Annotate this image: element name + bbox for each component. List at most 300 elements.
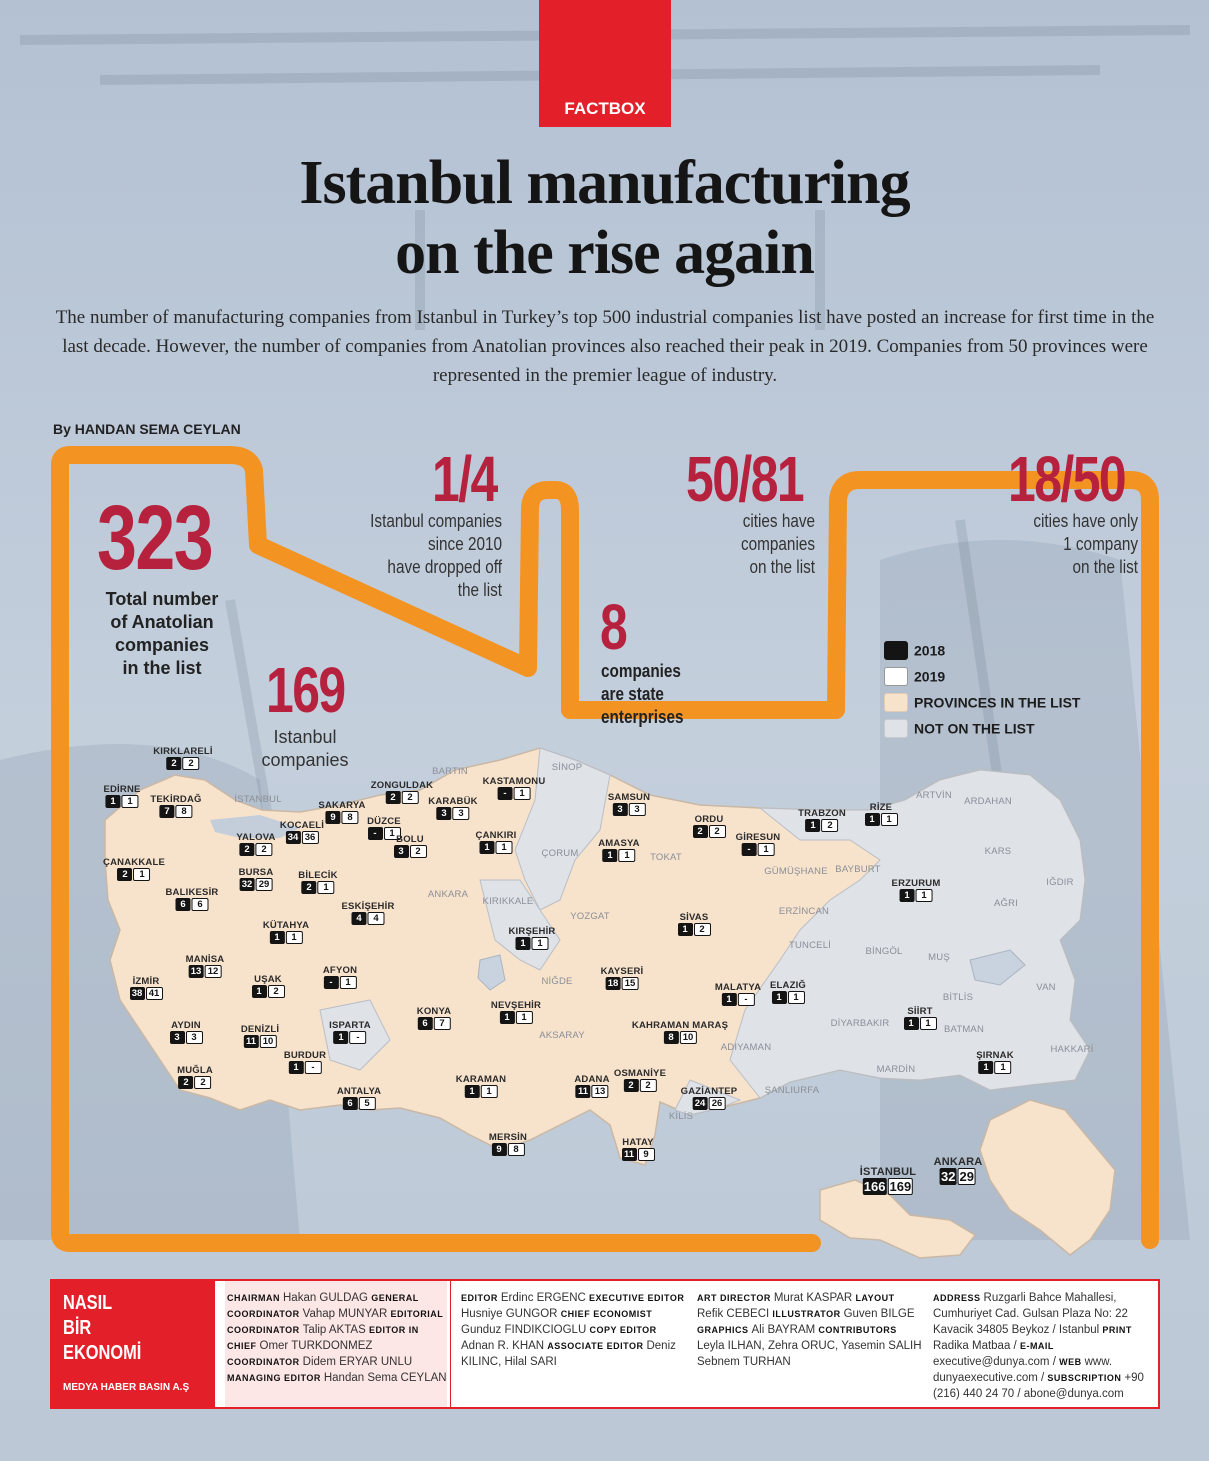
count-2019: 4 [367, 912, 384, 925]
masthead-entry: ADDRESS Ruzgarli Bahce Mahallesi, Cumhuriyet Cad. Gulsan Plaza No: 22 Kavacik 34805 Beykoz / Istanbul [933, 1292, 1128, 1336]
count-2018: 2 [693, 825, 708, 838]
count-2018: 1 [499, 1011, 514, 1024]
province-name: MUŞ [928, 952, 950, 963]
stat-dropped-value: 1/4 [432, 443, 497, 515]
count-2019: 1 [121, 795, 138, 808]
province-name: BİTLİS [942, 992, 974, 1003]
province-yozgat [570, 911, 610, 922]
province-name: BURSA [238, 867, 274, 878]
province-name: VAN [1036, 982, 1056, 993]
masthead-entry: CHIEF ECONOMIST Gunduz FINDIKCIOGLU [461, 1309, 653, 1336]
stat-anatolian-caption: Total number of Anatolian companies in the list [105, 589, 219, 678]
intro-paragraph: The number of manufacturing companies from Istanbul in Turkey’s top 500 industrial companies list have posted an increase for first time in the last decade. However, the number of companies from Anatolian provinces also reached their peak in 2019. Companies from 50 provinces were represented in the premier league of industry. [55, 307, 1155, 386]
count-2019: 8 [508, 1143, 525, 1156]
province-elaziğ [770, 980, 806, 1004]
province-i̇zmi̇r [129, 976, 163, 1000]
province-çankiri [476, 830, 517, 854]
province-name: RİZE [869, 802, 893, 813]
province-şanliurfa [765, 1085, 820, 1096]
brand-name: NASIL BİR EKONOMİ [63, 1292, 142, 1364]
count-2018: 2 [302, 881, 317, 894]
count-2019: 10 [680, 1031, 697, 1044]
province-name: KİLİS [668, 1111, 694, 1122]
count-2018: 2 [178, 1076, 193, 1089]
province-van [1036, 982, 1055, 993]
province-konya [417, 1006, 451, 1030]
count-2019: 7 [434, 1017, 451, 1030]
province-gi̇resun [736, 832, 781, 856]
province-name: IĞDIR [1046, 877, 1074, 888]
province-ri̇ze [864, 802, 898, 826]
masthead-entry: ASSOCIATE EDITOR Deniz KILINC, Hilal SARI [461, 1340, 676, 1368]
province-şirnak [976, 1050, 1014, 1074]
province-ankara [428, 889, 468, 900]
masthead-entry: EXECUTIVE EDITOR Husniye GUNGOR [461, 1293, 685, 1320]
province-ni̇ğde [541, 976, 572, 987]
count-2018: 11 [622, 1148, 637, 1161]
masthead-entry: ART DIRECTOR Murat KASPAR [697, 1292, 856, 1304]
count-2019: 2 [822, 819, 839, 832]
province-kayseri̇ [601, 966, 644, 990]
province-name: ŞIRNAK [976, 1050, 1014, 1061]
masthead-entry: GRAPHICS Ali BAYRAM [697, 1324, 819, 1336]
count-2019: 10 [260, 1035, 277, 1048]
province-di̇yarbakir [831, 1018, 890, 1029]
province-erzi̇ncan [779, 906, 829, 917]
province-name: KAHRAMAN MARAŞ [631, 1020, 729, 1031]
count-2019: 36 [302, 831, 319, 844]
count-2019: 1 [384, 827, 401, 840]
province-uşak [251, 974, 285, 998]
province-name: SİVAS [679, 912, 709, 923]
province-karaman [456, 1074, 506, 1098]
legend-2019: 2019 [884, 667, 945, 689]
masthead-col-4 [933, 1290, 1155, 1402]
province-balikesi̇r [166, 887, 219, 911]
count-2019: 3 [629, 803, 646, 816]
province-name: HAKKARİ [1050, 1044, 1094, 1055]
province-name: BARTIN [432, 766, 468, 777]
count-2019: 1 [495, 841, 512, 854]
count-2018: 6 [343, 1097, 358, 1110]
count-2019: 1 [514, 787, 531, 800]
masthead-entry: LAYOUT Refik CEBECI [697, 1293, 895, 1320]
count-2019: 8 [176, 805, 193, 818]
province-bartin [432, 766, 468, 777]
count-2018: - [742, 843, 757, 856]
province-mani̇sa [186, 954, 225, 978]
province-name: KASTAMONU [482, 776, 546, 787]
masthead-entry: GENERAL COORDINATOR Vahap MUNYAR [227, 1293, 419, 1320]
masthead-entry: PRINT Radika Matbaa / [933, 1325, 1132, 1352]
byline: By HANDAN SEMA CEYLAN [53, 421, 241, 437]
province-bi̇leci̇k [298, 870, 337, 894]
count-2019: 8 [342, 811, 359, 824]
province-name: ÇANKIRI [475, 830, 517, 841]
province-samsun [608, 792, 650, 816]
province-artvi̇n [916, 790, 952, 801]
province-bayburt [835, 864, 880, 875]
legend-2018: 2018 [884, 641, 945, 663]
masthead-entry: MANAGING EDITOR Handan Sema CEYLAN [227, 1372, 447, 1384]
province-name: ORDU [694, 814, 724, 825]
province-name: OSMANİYE [613, 1068, 667, 1079]
headline-line-2: on the rise again [395, 219, 814, 287]
province-si̇vas [677, 912, 711, 936]
province-antalya [337, 1086, 381, 1110]
province-batman [944, 1024, 984, 1035]
province-çanakkale [103, 857, 165, 881]
masthead-col-1 [225, 1281, 447, 1407]
province-name: SAKARYA [318, 800, 366, 811]
brand-block [52, 1281, 215, 1407]
province-kars [985, 846, 1012, 857]
count-2019: 1 [758, 843, 775, 856]
count-2018: 7 [160, 805, 175, 818]
inset-istanbul-label: İSTANBUL 166 169 [859, 1166, 917, 1194]
masthead-entry: SUBSCRIPTION +90 (216) 440 24 70 / abone@dunya.com [933, 1372, 1144, 1400]
province-name: AKSARAY [539, 1030, 585, 1041]
province-kocaeli̇ [280, 820, 324, 844]
province-name: ESKİŞEHİR [341, 901, 395, 912]
province-name: AMASYA [598, 838, 640, 849]
masthead-col-3 [697, 1290, 922, 1370]
stat-single-caption: cities have only 1 company on the list [1033, 511, 1138, 577]
count-2018: 1 [516, 937, 531, 950]
count-2019: 1 [480, 1085, 497, 1098]
province-name: KIRIKKALE [482, 896, 534, 907]
province-name: KAYSERİ [600, 966, 644, 977]
province-ardahan [964, 796, 1012, 807]
count-2018: 18 [605, 977, 620, 990]
province-name: ADIYAMAN [720, 1042, 772, 1053]
count-2018: 1 [678, 923, 693, 936]
count-2018: 11 [576, 1085, 591, 1098]
province-name: KÜTAHYA [262, 920, 310, 931]
stat-state-value: 8 [600, 591, 627, 663]
province-erzurum [892, 878, 941, 902]
province-si̇nop [552, 762, 583, 773]
count-2018: 3 [437, 807, 452, 820]
count-2018: 3 [170, 1031, 185, 1044]
province-name: ŞANLIURFA [764, 1085, 820, 1096]
province-aksaray [539, 1030, 585, 1041]
province-name: GÜMÜŞHANE [764, 866, 828, 877]
province-bursa [239, 867, 274, 891]
province-name: ÇANAKKALE [103, 857, 165, 868]
province-kastamonu [483, 776, 546, 800]
province-name: SİNOP [551, 762, 583, 773]
province-name: GİRESUN [735, 832, 781, 843]
province-kirşehi̇r [509, 926, 556, 950]
masthead-entry: E-MAIL executive@dunya.com / [933, 1341, 1060, 1368]
province-deni̇zli̇ [241, 1024, 279, 1048]
province-name: BAYBURT [835, 864, 881, 875]
count-2019: 29 [256, 878, 273, 891]
count-2019: 41 [146, 987, 163, 1000]
province-name: KOCAELİ [279, 820, 325, 831]
brand-subtitle: MEDYA HABER BASIN A.Ş [63, 1382, 190, 1393]
stat-istanbul-caption: Istanbul companies [261, 727, 349, 770]
province-name: KIRŞEHİR [508, 926, 556, 937]
count-2018: 8 [664, 1031, 679, 1044]
count-2019: 1 [318, 881, 335, 894]
count-2018: 2 [386, 791, 401, 804]
province-name: ZONGULDAK [370, 780, 434, 791]
province-ordu [692, 814, 726, 838]
province-name: DİYARBAKIR [830, 1018, 890, 1029]
province-name: KARAMAN [455, 1074, 507, 1085]
count-2019: 2 [183, 757, 200, 770]
province-ağri [994, 898, 1018, 909]
province-karabük [428, 796, 477, 820]
count-2019: 3 [453, 807, 470, 820]
province-name: SAMSUN [607, 792, 651, 803]
count-2019: 2 [709, 825, 726, 838]
province-muş [928, 952, 950, 963]
province-name: KIRKLARELİ [153, 746, 213, 757]
province-name: DENİZLİ [240, 1024, 280, 1035]
count-2018: 3 [613, 803, 628, 816]
province-name: NİĞDE [541, 976, 573, 987]
count-2019: 1 [920, 1017, 937, 1030]
province-name: EDİRNE [103, 784, 141, 795]
province-gazi̇antep [681, 1086, 738, 1110]
stat-dropped-caption: Istanbul companies since 2010 have dropped off the list [370, 511, 502, 600]
count-2019: 5 [359, 1097, 376, 1110]
stat-anatolian-value: 323 [97, 487, 213, 589]
count-2018: 1 [479, 841, 494, 854]
count-2019: 13 [592, 1085, 609, 1098]
province-name: ERZİNCAN [778, 906, 830, 917]
province-yalova [236, 832, 275, 856]
province-name: İZMİR [132, 976, 160, 987]
stat-single-value: 18/50 [1008, 443, 1126, 515]
masthead-entry: EDITOR Erdinc ERGENC [461, 1292, 590, 1304]
province-tunceli̇ [789, 940, 831, 951]
count-2018: - [368, 827, 383, 840]
province-name: BİNGÖL [865, 946, 903, 957]
count-2018: 1 [269, 931, 284, 944]
count-2018: 1 [289, 1061, 304, 1074]
count-2018: 1 [603, 849, 618, 862]
count-2019: 1 [881, 813, 898, 826]
masthead-entry: EDITOR IN CHIEF Omer TURKDONMEZ [227, 1325, 419, 1352]
province-aydin [169, 1020, 203, 1044]
count-2019: 26 [708, 1097, 725, 1110]
province-bi̇ngöl [865, 946, 902, 957]
province-name: YALOVA [236, 832, 276, 843]
province-name: SİİRT [907, 1006, 933, 1017]
stat-cities-caption: cities have companies on the list [741, 511, 815, 577]
count-2019: - [737, 993, 754, 1006]
province-kütahya [263, 920, 309, 944]
legend-listed: PROVINCES IN THE LIST [884, 693, 1080, 715]
province-malatya [715, 982, 761, 1006]
province-name: AYDIN [171, 1020, 201, 1031]
province-name: DÜZCE [367, 816, 401, 827]
stat-cities-value: 50/81 [686, 443, 804, 515]
province-name: BURDUR [283, 1050, 327, 1061]
inset-ankara-label: ANKARA 32 29 [933, 1156, 983, 1184]
count-2018: 13 [188, 965, 203, 978]
count-2018: 1 [865, 813, 880, 826]
province-name: BATMAN [943, 1024, 985, 1035]
count-2018: 2 [624, 1079, 639, 1092]
masthead-entry: CONTRIBUTORS Leyla ILHAN, Zehra ORUC, Yasemin SALIH Sebnem TURHAN [697, 1325, 922, 1368]
province-adiyaman [721, 1042, 772, 1053]
headline [100, 148, 1109, 288]
count-2019: 1 [787, 991, 804, 1004]
count-2018: 1 [721, 993, 736, 1006]
province-ki̇li̇s [669, 1111, 693, 1122]
province-name: ISPARTA [329, 1020, 371, 1031]
province-hatay [621, 1137, 655, 1161]
province-name: TEKİRDAĞ [150, 794, 202, 805]
count-2019: 1 [134, 868, 151, 881]
count-2018: 4 [351, 912, 366, 925]
province-nevşehi̇r [491, 1000, 541, 1024]
count-2018: 1 [464, 1085, 479, 1098]
masthead-entry: COPY EDITOR Adnan R. KHAN [461, 1325, 657, 1352]
province-name: BOLU [396, 834, 424, 845]
province-name: ÇORUM [541, 848, 579, 859]
province-zonguldak [371, 780, 434, 804]
count-2019: 2 [256, 843, 273, 856]
province-teki̇rdağ [150, 794, 201, 818]
count-2018: 2 [118, 868, 133, 881]
province-name: UŞAK [254, 974, 282, 985]
province-name: TOKAT [650, 852, 682, 863]
count-2019: 1 [532, 937, 549, 950]
province-amasya [598, 838, 640, 862]
count-2019: 2 [640, 1079, 657, 1092]
province-name: HATAY [622, 1137, 654, 1148]
count-2019: 2 [268, 985, 285, 998]
province-sakarya [318, 800, 365, 824]
count-2019: 2 [194, 1076, 211, 1089]
masthead-entry: ILLUSTRATOR Guven BILGE [772, 1308, 915, 1320]
province-name: ADANA [574, 1074, 610, 1085]
masthead-entry: WEB www. dunyaexecutive.com / [933, 1356, 1113, 1384]
masthead-col-2 [461, 1290, 686, 1370]
province-name: ERZURUM [891, 878, 941, 889]
count-2018: 2 [240, 843, 255, 856]
count-2019: 15 [621, 977, 638, 990]
province-kirklareli̇ [153, 746, 213, 770]
masthead-entry: COORDINATOR Didem ERYAR UNLU [227, 1356, 413, 1368]
province-name: KARS [984, 846, 1012, 857]
count-2019: 1 [515, 1011, 532, 1024]
count-2018: 2 [167, 757, 182, 770]
count-2018: 1 [979, 1061, 994, 1074]
province-name: MANİSA [185, 954, 225, 965]
count-2018: 9 [326, 811, 341, 824]
count-2018: 1 [334, 1031, 349, 1044]
count-2018: 1 [806, 819, 821, 832]
province-afyon [323, 965, 357, 989]
province-name: BALIKESİR [165, 887, 219, 898]
province-name: MERSİN [488, 1132, 528, 1143]
province-name: YOZGAT [570, 911, 610, 922]
province-trabzon [798, 808, 846, 832]
province-çorum [542, 848, 579, 859]
headline-line-1: Istanbul manufacturing [299, 149, 910, 217]
stat-state-caption: companies are state enterprises [601, 661, 684, 727]
count-2018: 11 [244, 1035, 259, 1048]
province-i̇stanbul [234, 794, 281, 805]
province-name: AFYON [322, 965, 358, 976]
count-2018: 24 [692, 1097, 707, 1110]
province-kirikkale [483, 896, 534, 907]
province-name: İSTANBUL [234, 794, 282, 805]
count-2019: 1 [340, 976, 357, 989]
count-2019: 9 [638, 1148, 655, 1161]
masthead [50, 1279, 1160, 1409]
province-adana [574, 1074, 609, 1098]
count-2019: 1 [285, 931, 302, 944]
count-2018: 1 [904, 1017, 919, 1030]
province-name: MALATYA [714, 982, 762, 993]
count-2018: 32 [240, 878, 255, 891]
count-2018: 6 [418, 1017, 433, 1030]
province-mardi̇n [877, 1064, 916, 1075]
count-2018: 3 [394, 845, 409, 858]
province-burdur [284, 1050, 326, 1074]
province-edi̇rne [103, 784, 140, 808]
province-name: ARTVİN [916, 790, 952, 801]
province-name: MARDİN [876, 1064, 916, 1075]
count-2018: 34 [286, 831, 301, 844]
factbox-tag: FACTBOX [539, 0, 671, 127]
province-muğla [177, 1065, 213, 1089]
province-name: ARDAHAN [964, 796, 1012, 807]
count-2018: 6 [176, 898, 191, 911]
province-name: AĞRI [993, 898, 1019, 909]
count-2019: 1 [916, 889, 933, 902]
count-2019: 12 [204, 965, 221, 978]
count-2019: 6 [192, 898, 209, 911]
province-name: TUNCELİ [788, 940, 832, 951]
masthead-entry: EDITORIAL COORDINATOR Talip AKTAS [227, 1309, 444, 1336]
stat-istanbul-value: 169 [266, 654, 345, 726]
province-si̇i̇rt [903, 1006, 937, 1030]
province-isparta [329, 1020, 371, 1044]
province-name: MUĞLA [177, 1065, 213, 1076]
province-name: TRABZON [798, 808, 846, 819]
province-iğdir [1046, 877, 1073, 888]
province-name: ELAZIĞ [769, 980, 807, 991]
province-name: ANKARA [427, 889, 469, 900]
province-kahraman-maraş [632, 1020, 728, 1044]
province-gümüşhane [764, 866, 828, 877]
count-2018: 1 [771, 991, 786, 1004]
province-name: KONYA [416, 1006, 452, 1017]
province-name: BİLECİK [298, 870, 338, 881]
count-2018: 1 [900, 889, 915, 902]
province-name: ANTALYA [336, 1086, 382, 1097]
count-2018: - [498, 787, 513, 800]
province-eski̇şehi̇r [341, 901, 394, 925]
province-bolu [393, 834, 427, 858]
legend-unlisted: NOT ON THE LIST [884, 719, 1035, 741]
province-hakkari̇ [1050, 1044, 1093, 1055]
province-bi̇tli̇s [943, 992, 973, 1003]
count-2018: 1 [105, 795, 120, 808]
count-2019: 2 [410, 845, 427, 858]
province-name: KARABÜK [428, 796, 478, 807]
count-2019: 2 [694, 923, 711, 936]
